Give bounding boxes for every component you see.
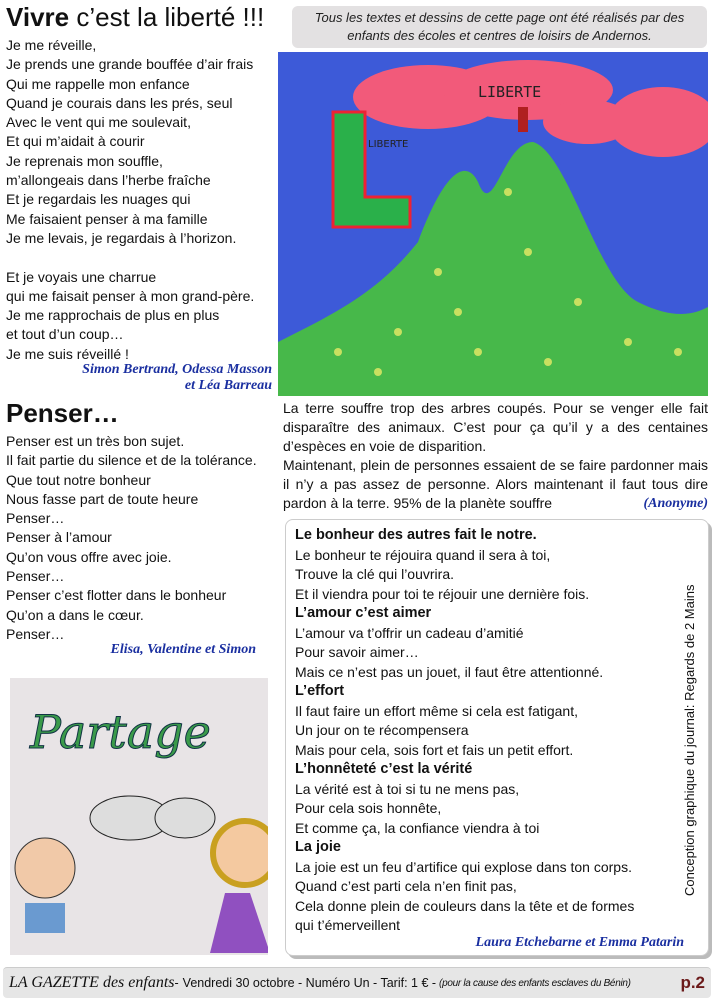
drawing-lettering: Partage [30,705,211,759]
poem-line: Mais ce n’est pas un jouet, il faut être attentionné. [295,663,604,680]
poem-line: Quand c’est parti cela n’en finit pas, [295,878,517,894]
drawing-label: LIBERTE [478,83,542,101]
signature-vivre [6,362,272,394]
poem-line: La vérité est à toi si tu ne mens pas, [295,780,520,797]
signature-terre: (Anonyme) [643,496,708,511]
poem-vivre [6,36,254,364]
poem-line: Avec le vent qui me soulevait, [6,114,191,131]
poem-line: Qui me rappelle mon enfance [6,75,190,92]
signature-line: Simon Bertrand, Odessa Masson [82,362,272,377]
poem-line: m’allongeais dans l’herbe fraîche [6,172,211,189]
paragraph [283,456,708,513]
section-heading: L’honnêteté c’est la vérité [295,761,473,777]
poem-line: Penser est un très bon sujet. [6,433,185,449]
poem-line: qui me faisait penser à mon grand-père. [6,287,255,304]
poem-line: Je me suis réveillé ! [6,345,129,362]
page-number: p.2 [680,973,705,992]
poem-line: Et je voyais une charrue [6,268,157,285]
section-heading: La joie [295,839,341,855]
signature-line: et Léa Barreau [184,378,272,393]
poem-line: Un jour on te récompensera [295,722,469,738]
poem-line: Et il viendra pour toi te réjouir une dernière fois. [295,585,590,602]
footer-note: (pour la cause des enfants esclaves du Bénin) [439,977,631,989]
poem-line: et tout d’un coup… [6,326,124,343]
poem-line: Penser… [6,510,65,527]
poem-line: Penser… [6,625,65,642]
poem-line: Et qui m’aidait à courir [6,133,145,150]
drawing-liberte [278,52,708,396]
poem-line: Quand je courais dans les prés, seul [6,94,233,111]
cloud [543,100,633,144]
poem-line: qui t’émerveillent [295,917,401,933]
paragraph: La terre souffre trop des arbres coupés. Pour se venger elle fait disparaître des animaux. C’est pour ça qu’il y a des centaines d’espèces en voie de disparition. [283,400,708,454]
notice-box [292,6,707,48]
title-rest: c’est la liberté !!! [69,2,265,32]
article-terre [283,399,708,513]
poem-line: Que tout notre bonheur [6,471,151,488]
article-title-penser: Penser… [6,398,119,428]
poem-line: Je me levais, je regardais à l’horizon. [6,229,237,246]
article-title-vivre [6,2,264,33]
poem-line: Mais pour cela, sois fort et fais un petit effort. [295,741,574,758]
poems-box [285,519,709,956]
drawing-label: LIBERTE [368,139,409,150]
section-heading: L’amour c’est aimer [295,605,432,621]
gazette-logo: LA GAZETTE des enfants [9,974,175,991]
poem-line: Trouve la clé qui l’ouvrira. [295,566,454,582]
poem-line: La joie est un feu d’artifice qui explose dans ton corps. [295,858,632,875]
poem-line: Me faisaient penser à ma famille [6,210,208,227]
poem-line: Cela donne plein de couleurs dans la tête et de formes [295,897,635,914]
poem-line: Nous fasse part de toute heure [6,490,199,507]
design-credit: Conception graphique du journal: Regards de 2 Mains [682,584,697,896]
poem-line: Penser c’est flotter dans le bonheur [6,587,227,604]
poem-line: L’amour va t’offrir un cadeau d’amitié [295,624,524,641]
section-heading: L’effort [295,683,345,699]
poem-line: Et comme ça, la confiance viendra à toi [295,819,540,836]
footer [3,967,711,998]
poem-line: Pour cela sois honnête, [295,800,442,816]
poem-line: Qu’on a dans le cœur. [6,606,144,623]
footer-separator: - [174,976,179,990]
poem-line: Je prends une grande bouffée d’air frais [6,56,254,73]
poem-line: Penser à l’amour [6,529,112,546]
paragraph-text: Maintenant, plein de personnes essaient de se faire pardonner mais il n’y a pas assez de personne. Alors maintenant il faut tous dire pardon à la terre. 95% de la planète souffre [283,457,708,511]
poem-line: Je me réveille, [6,37,97,53]
signature-box: Laura Etchebarne et Emma Patarin [475,935,684,950]
poem-line: Il faut faire un effort même si cela est fatigant, [295,702,578,719]
poem-line: Le bonheur te réjouira quand il sera à toi, [295,546,551,563]
notice-line: Tous les textes et dessins de cette page ont été réalisés par des [314,10,685,25]
poem-line: Qu’on vous offre avec joie. [6,548,172,565]
title-bold: Vivre [6,2,70,32]
poems-list [295,526,634,936]
drawing-partage [10,678,268,955]
poem-line: Il fait partie du silence et de la tolérance. [6,452,257,469]
poem-line: Et je regardais les nuages qui [6,191,191,208]
poem-line: Pour savoir aimer… [295,644,419,660]
footer-info: Vendredi 30 octobre - Numéro Un - Tarif: 1 € - [182,976,437,990]
poem-line: Penser… [6,568,65,585]
poem-line: Je me rapprochais de plus en plus [6,307,220,324]
section-heading: Le bonheur des autres fait le notre. [295,527,537,543]
poem-line [6,248,254,267]
poem-line: Je reprenais mon souffle, [6,152,163,169]
signature-penser: Elisa, Valentine et Simon [110,642,256,657]
poem-penser [6,432,257,644]
notice-line: enfants des écoles et centres de loisirs de Andernos. [347,28,652,43]
